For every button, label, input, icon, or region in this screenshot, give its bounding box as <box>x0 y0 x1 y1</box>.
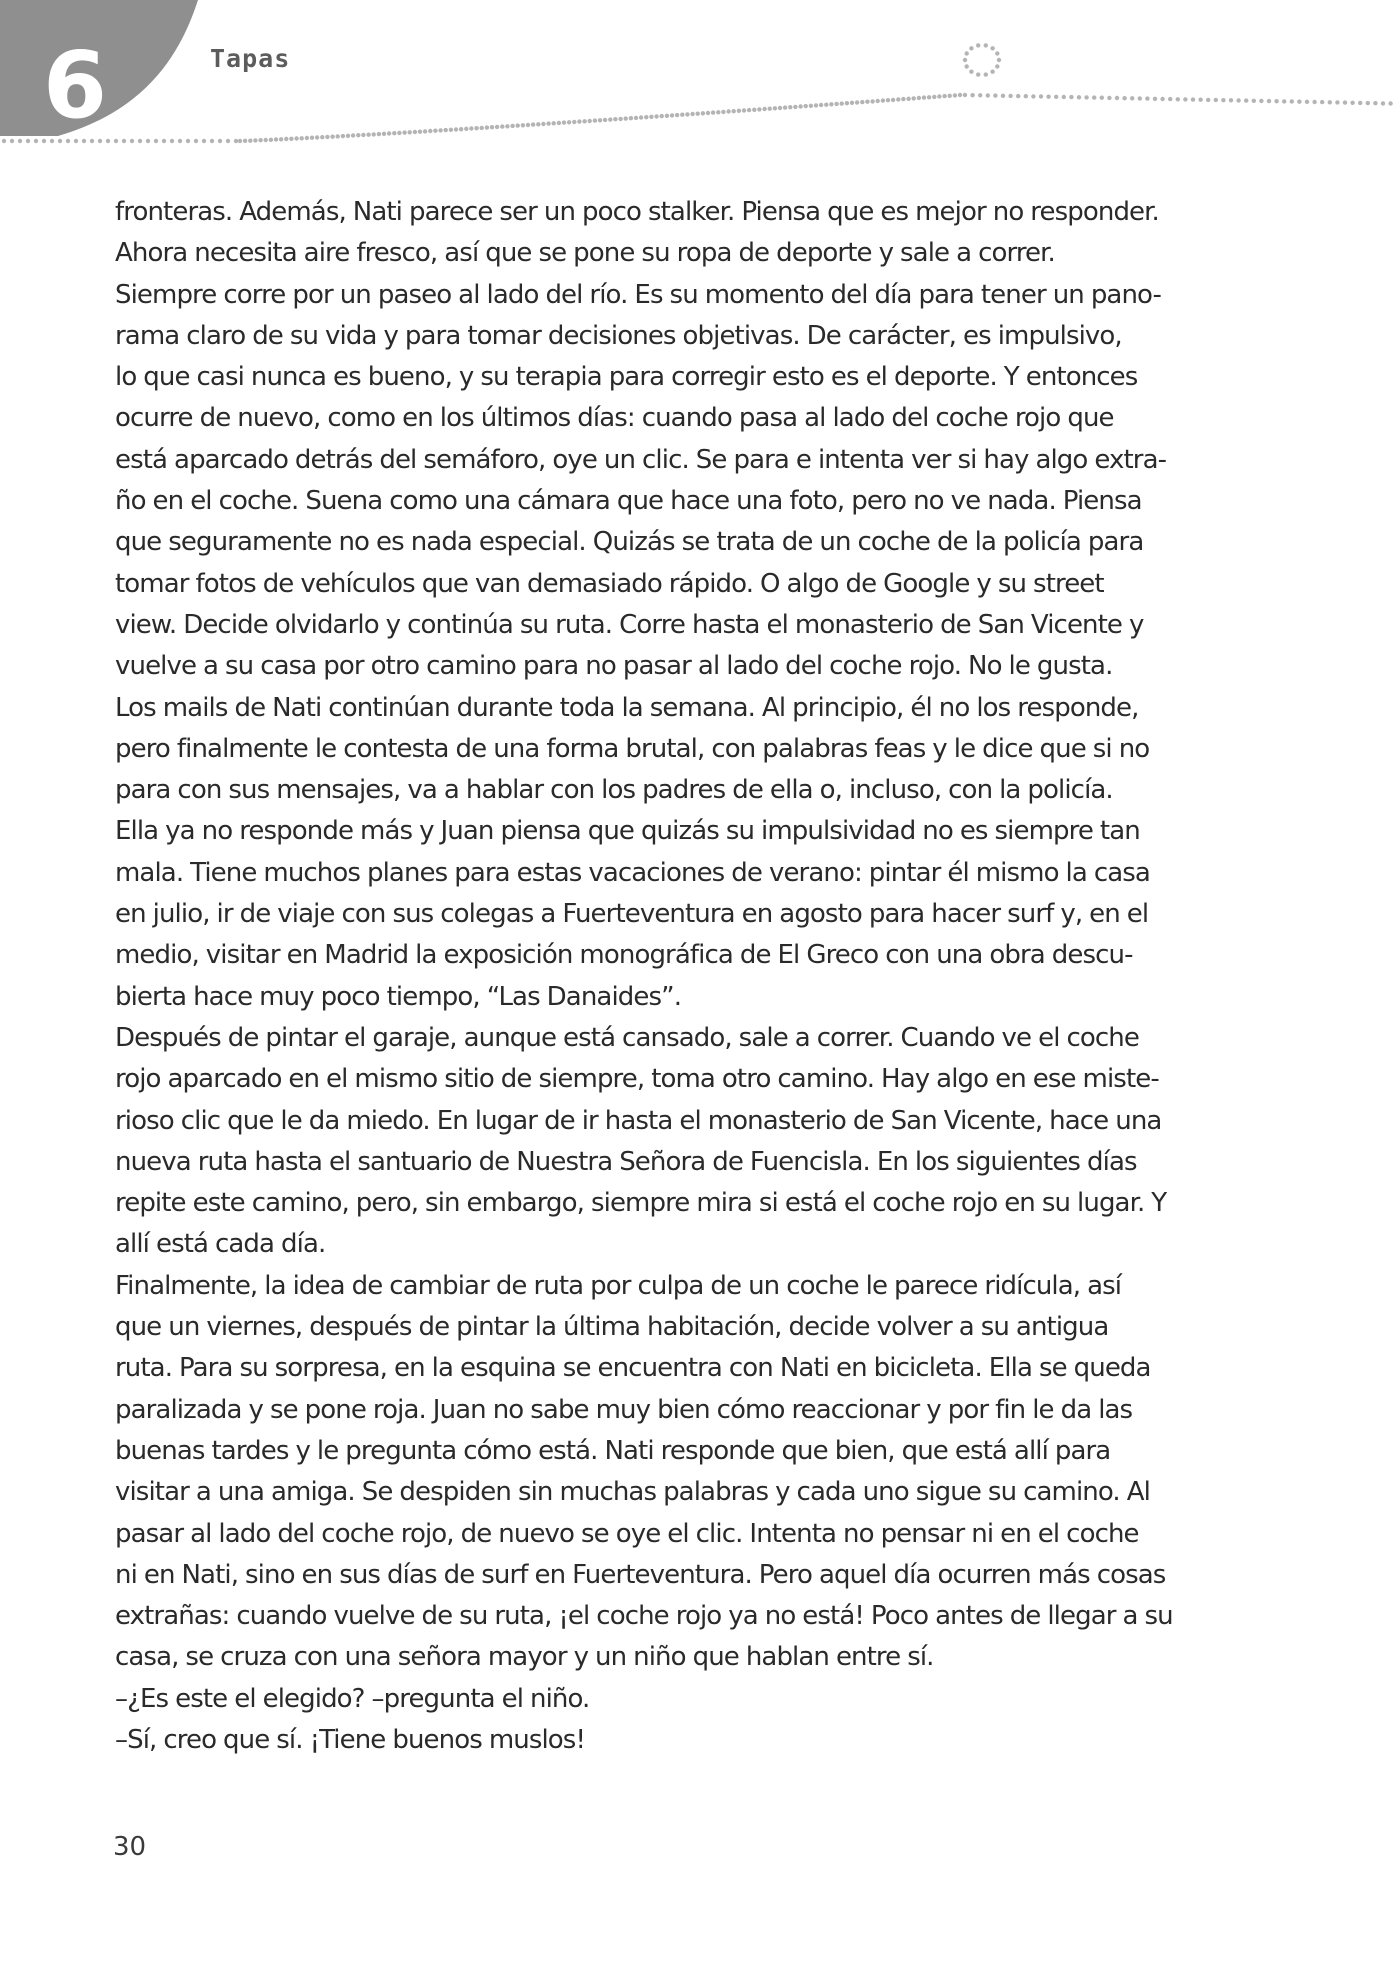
dot <box>1320 100 1324 104</box>
dot <box>711 110 715 114</box>
text-line: nueva ruta hasta el santuario de Nuestra Señora de Fuencisla. En los siguientes días <box>115 1146 1137 1177</box>
dot <box>860 100 864 104</box>
dot <box>567 120 571 124</box>
dot <box>18 139 22 143</box>
text-line: ruta. Para su sorpresa, en la esquina se encuentra con Nati en bicicleta. Ella se queda <box>115 1353 1151 1384</box>
dot <box>732 109 736 113</box>
text-line: que un viernes, después de pintar la última habitación, decide volver a su antigua <box>115 1312 1109 1343</box>
dot <box>995 51 999 55</box>
dot <box>1305 100 1309 104</box>
dot <box>970 93 974 97</box>
dot <box>814 103 818 107</box>
dot <box>886 98 890 102</box>
dot <box>783 105 787 109</box>
dot <box>469 126 473 130</box>
dot <box>428 129 432 133</box>
text-line: repite este camino, pero, sin embargo, siempre mira si está el coche rojo en su lugar. Y <box>115 1188 1167 1219</box>
text-line: rama claro de su vida y para tomar decisiones objetivas. De carácter, es impulsivo, <box>115 320 1122 351</box>
text-line: Ella ya no responde más y Juan piensa que quizás su impulsividad no es siempre tan <box>115 816 1140 847</box>
dot <box>1282 99 1286 103</box>
dot <box>433 129 437 133</box>
dot <box>1069 95 1073 99</box>
dot <box>1206 98 1210 102</box>
dot <box>162 139 166 143</box>
dot <box>305 136 309 140</box>
dot <box>82 139 86 143</box>
dot <box>976 43 980 47</box>
dot <box>377 132 381 136</box>
dot <box>50 139 54 143</box>
dot <box>572 120 576 124</box>
dot <box>34 139 38 143</box>
dot <box>922 95 926 99</box>
text-line: tomar fotos de vehículos que van demasiado rápido. O algo de Google y su street <box>115 568 1104 599</box>
dot <box>768 107 772 111</box>
dot <box>516 123 520 127</box>
dot <box>562 120 566 124</box>
dot <box>444 128 448 132</box>
dot <box>696 112 700 116</box>
dot <box>1054 95 1058 99</box>
dot <box>829 102 833 106</box>
dot <box>613 117 617 121</box>
text-line: Finalmente, la idea de cambiar de ruta por culpa de un coche le parece ridícula, así <box>115 1270 1122 1301</box>
dot <box>1252 99 1256 103</box>
dot <box>762 107 766 111</box>
text-line: mala. Tiene muchos planes para estas vacaciones de verano: pintar él mismo la casa <box>115 857 1150 888</box>
dot <box>531 122 535 126</box>
dot <box>773 106 777 110</box>
dot <box>438 128 442 132</box>
dot <box>721 110 725 114</box>
dot <box>639 115 643 119</box>
dot <box>1008 94 1012 98</box>
text-line: extrañas: cuando vuelve de su ruta, ¡el coche rojo ya no está! Poco antes de llegar a su <box>115 1601 1173 1632</box>
story-text <box>115 192 1235 1761</box>
dot <box>1084 95 1088 99</box>
dot <box>264 138 268 142</box>
dot <box>66 139 70 143</box>
dot <box>325 135 329 139</box>
dot <box>521 123 525 127</box>
dot <box>896 97 900 101</box>
dot <box>654 114 658 118</box>
dot <box>1290 99 1294 103</box>
dot <box>948 94 952 98</box>
text-line: rojo aparcado en el mismo sitio de siempre, toma otro camino. Hay algo en ese miste- <box>115 1064 1159 1095</box>
dot <box>665 114 669 118</box>
dot <box>454 127 458 131</box>
dot <box>644 115 648 119</box>
dot <box>1168 97 1172 101</box>
dot <box>1198 98 1202 102</box>
dot <box>122 139 126 143</box>
dot <box>1381 101 1385 105</box>
dot <box>253 138 257 142</box>
dot <box>114 139 118 143</box>
dot <box>824 103 828 107</box>
dot <box>984 43 988 47</box>
dot <box>618 117 622 121</box>
dot <box>834 102 838 106</box>
dot <box>990 46 994 50</box>
dot <box>449 128 453 132</box>
dot <box>361 133 365 137</box>
dot <box>392 131 396 135</box>
dot <box>210 139 214 143</box>
dot <box>963 93 967 97</box>
dot <box>423 129 427 133</box>
dot <box>1259 99 1263 103</box>
dot <box>1062 95 1066 99</box>
dot <box>294 136 298 140</box>
dot <box>274 137 278 141</box>
dot <box>1214 98 1218 102</box>
header-decoration <box>0 0 1400 160</box>
dot <box>629 116 633 120</box>
dot <box>1244 98 1248 102</box>
dot <box>716 110 720 114</box>
dot <box>1312 100 1316 104</box>
dot <box>194 139 198 143</box>
dot <box>154 139 158 143</box>
dot <box>798 104 802 108</box>
dot <box>809 104 813 108</box>
dot <box>248 139 252 143</box>
text-line: allí está cada día. <box>115 1229 326 1260</box>
dot <box>912 96 916 100</box>
dot <box>1176 97 1180 101</box>
dot <box>336 134 340 138</box>
dot <box>1236 98 1240 102</box>
dot <box>218 139 222 143</box>
dot <box>557 121 561 125</box>
chapter-number: 6 <box>42 32 107 139</box>
dot <box>495 125 499 129</box>
text-line: Siempre corre por un paseo al lado del río. Es su momento del día para tener un pano- <box>115 279 1162 310</box>
dot <box>500 124 504 128</box>
dot <box>418 130 422 134</box>
dot <box>234 139 238 143</box>
dot <box>845 101 849 105</box>
dot <box>138 139 142 143</box>
dot <box>685 112 689 116</box>
dot <box>310 136 314 140</box>
dot <box>1221 98 1225 102</box>
dot <box>726 109 730 113</box>
dot <box>1024 94 1028 98</box>
text-line: medio, visitar en Madrid la exposición monográfica de El Greco con una obra descu- <box>115 940 1133 971</box>
dot <box>675 113 679 117</box>
dot <box>90 139 94 143</box>
dot <box>901 97 905 101</box>
dot <box>593 118 597 122</box>
dot <box>778 106 782 110</box>
dot <box>526 123 530 127</box>
dot <box>1366 101 1370 105</box>
dot <box>984 72 988 76</box>
dot <box>397 131 401 135</box>
dot <box>608 117 612 121</box>
dot <box>850 101 854 105</box>
text-line: fronteras. Además, Nati parece ser un poco stalker. Piensa que es mejor no responder. <box>115 197 1159 227</box>
dot <box>258 138 262 142</box>
dot <box>186 139 190 143</box>
dot <box>300 136 304 140</box>
dot <box>464 127 468 131</box>
dot <box>279 137 283 141</box>
dot <box>1267 99 1271 103</box>
dot <box>953 93 957 97</box>
dot <box>598 118 602 122</box>
dot <box>1343 100 1347 104</box>
dot <box>1297 100 1301 104</box>
text-line: view. Decide olvidarlo y continúa su ruta. Corre hasta el monasterio de San Vicente y <box>115 609 1144 640</box>
text-line: para con sus mensajes, va a hablar con los padres de ella o, incluso, con la policía. <box>115 775 1113 806</box>
dot <box>706 111 710 115</box>
dot <box>1335 100 1339 104</box>
dot <box>990 70 994 74</box>
dot <box>1183 97 1187 101</box>
text-line: pasar al lado del coche rojo, de nuevo se oye el clic. Intenta no pensar ni en el coche <box>115 1518 1139 1549</box>
text-line: Ahora necesita aire fresco, así que se pone su ropa de deporte y sale a correr. <box>115 238 1055 269</box>
text-line: que seguramente no es nada especial. Quizás se trata de un coche de la policía para <box>115 527 1144 558</box>
dot <box>965 64 969 68</box>
dot <box>402 130 406 134</box>
text-line: lo que casi nunca es bueno, y su terapia para corregir esto es el deporte. Y entonces <box>115 362 1138 393</box>
dot <box>793 105 797 109</box>
dot <box>106 139 110 143</box>
dot <box>1388 101 1392 105</box>
dot <box>690 112 694 116</box>
dot <box>26 139 30 143</box>
dot <box>969 70 973 74</box>
dot <box>1100 96 1104 100</box>
text-line: paralizada y se pone roja. Juan no sabe muy bien cómo reaccionar y por fin le da las <box>115 1394 1133 1425</box>
dot <box>1145 96 1149 100</box>
dot <box>870 99 874 103</box>
dot <box>917 96 921 100</box>
dot <box>927 95 931 99</box>
dot <box>582 119 586 123</box>
dot <box>330 135 334 139</box>
dot <box>840 101 844 105</box>
text-line: ni en Nati, sino en sus días de surf en Fuerteventura. Pero aquel día ocurren más cosas <box>115 1559 1166 1590</box>
dot <box>485 125 489 129</box>
text-line: ocurre de nuevo, como en los últimos días: cuando pasa al lado del coche rojo que <box>115 403 1114 434</box>
dot <box>965 51 969 55</box>
dot <box>238 139 242 143</box>
dot <box>98 139 102 143</box>
dot <box>819 103 823 107</box>
text-line: en julio, ir de viaje con sus colegas a Fuerteventura en agosto para hacer surf y, en el <box>115 899 1149 930</box>
dot <box>1328 100 1332 104</box>
dot <box>552 121 556 125</box>
dot <box>588 119 592 123</box>
dot <box>372 132 376 136</box>
dot <box>881 98 885 102</box>
dot <box>1107 96 1111 100</box>
dot <box>986 93 990 97</box>
text-line: Después de pintar el garaje, aunque está cansado, sale a correr. Cuando ve el coche <box>115 1022 1139 1053</box>
dot <box>1031 94 1035 98</box>
dot <box>742 108 746 112</box>
dot <box>10 139 14 143</box>
dot <box>320 135 324 139</box>
text-line: Los mails de Nati continúan durante toda la semana. Al principio, él no los responde, <box>115 692 1139 723</box>
dot <box>510 124 514 128</box>
dot <box>351 133 355 137</box>
dot <box>624 116 628 120</box>
dot <box>937 94 941 98</box>
chapter-title: Tapas <box>210 44 291 73</box>
dot <box>1274 99 1278 103</box>
dot <box>978 93 982 97</box>
text-line: casa, se cruza con una señora mayor y un niño que hablan entre sí. <box>115 1642 934 1673</box>
dot <box>876 99 880 103</box>
dot <box>634 116 638 120</box>
dot <box>1122 96 1126 100</box>
dot <box>202 139 206 143</box>
dot <box>603 118 607 122</box>
dot <box>459 127 463 131</box>
dot <box>997 58 1001 62</box>
dot <box>865 100 869 104</box>
dot <box>906 97 910 101</box>
text-line: vuelve a su casa por otro camino para no pasar al lado del coche rojo. No le gusta. <box>115 651 1113 682</box>
dot <box>1016 94 1020 98</box>
dot <box>752 108 756 112</box>
dot <box>1138 96 1142 100</box>
dot <box>1130 96 1134 100</box>
dot <box>130 139 134 143</box>
dot <box>788 105 792 109</box>
dot <box>74 139 78 143</box>
dot <box>757 107 761 111</box>
dot <box>536 122 540 126</box>
dot <box>146 139 150 143</box>
dot <box>1160 97 1164 101</box>
dot <box>1077 95 1081 99</box>
dot <box>1092 95 1096 99</box>
dot <box>932 95 936 99</box>
dot <box>541 122 545 126</box>
dot <box>42 139 46 143</box>
text-line: visitar a una amiga. Se despiden sin muchas palabras y cada uno sigue su camino. Al <box>115 1477 1150 1508</box>
dot <box>2 139 6 143</box>
dot <box>480 126 484 130</box>
text-line: –Sí, creo que sí. ¡Tiene buenos muslos! <box>115 1724 585 1755</box>
dot <box>1039 94 1043 98</box>
dot <box>942 94 946 98</box>
dot <box>963 58 967 62</box>
dot <box>226 139 230 143</box>
dot <box>284 137 288 141</box>
dot <box>804 104 808 108</box>
text-line: ño en el coche. Suena como una cámara que hace una foto, pero no ve nada. Piensa <box>115 486 1142 517</box>
dot <box>1153 97 1157 101</box>
text-line: –¿Es este el elegido? –pregunta el niño. <box>115 1683 590 1714</box>
dot <box>366 133 370 137</box>
dot <box>1358 101 1362 105</box>
dot <box>1373 101 1377 105</box>
dot <box>969 46 973 50</box>
dot <box>680 113 684 117</box>
page-number: 30 <box>113 1832 147 1862</box>
dot <box>170 139 174 143</box>
dot <box>976 72 980 76</box>
dot <box>649 115 653 119</box>
dot <box>1001 94 1005 98</box>
text-line: está aparcado detrás del semáforo, oye un clic. Se para e intenta ver si hay algo extra- <box>115 444 1167 475</box>
dot <box>1229 98 1233 102</box>
text-line: buenas tardes y le pregunta cómo está. Nati responde que bien, que está allí para <box>115 1435 1111 1466</box>
dot <box>747 108 751 112</box>
dot <box>891 98 895 102</box>
text-line: bierta hace muy poco tiempo, “Las Danaides”. <box>115 981 682 1012</box>
dot <box>701 111 705 115</box>
dot <box>660 114 664 118</box>
dot <box>577 119 581 123</box>
text-line: pero finalmente le contesta de una forma brutal, con palabras feas y le dice que si no <box>115 733 1150 764</box>
dot <box>289 137 293 141</box>
dot <box>269 138 273 142</box>
dot <box>356 133 360 137</box>
dot <box>1046 95 1050 99</box>
dot <box>178 139 182 143</box>
dot <box>382 132 386 136</box>
dot <box>546 121 550 125</box>
dot <box>993 93 997 97</box>
dot <box>341 134 345 138</box>
dot <box>505 124 509 128</box>
dot <box>387 131 391 135</box>
dot <box>958 93 962 97</box>
dot <box>855 100 859 104</box>
dot <box>58 139 62 143</box>
dot <box>413 130 417 134</box>
dot <box>1115 96 1119 100</box>
dot <box>670 113 674 117</box>
dot <box>315 135 319 139</box>
dot <box>474 126 478 130</box>
text-line: rioso clic que le da miedo. En lugar de ir hasta el monasterio de San Vicente, hace una <box>115 1105 1162 1136</box>
dot <box>1350 101 1354 105</box>
dot <box>346 134 350 138</box>
dot <box>737 109 741 113</box>
dot <box>1191 97 1195 101</box>
dot <box>995 64 999 68</box>
dot <box>490 125 494 129</box>
dot <box>243 139 247 143</box>
dot <box>408 130 412 134</box>
